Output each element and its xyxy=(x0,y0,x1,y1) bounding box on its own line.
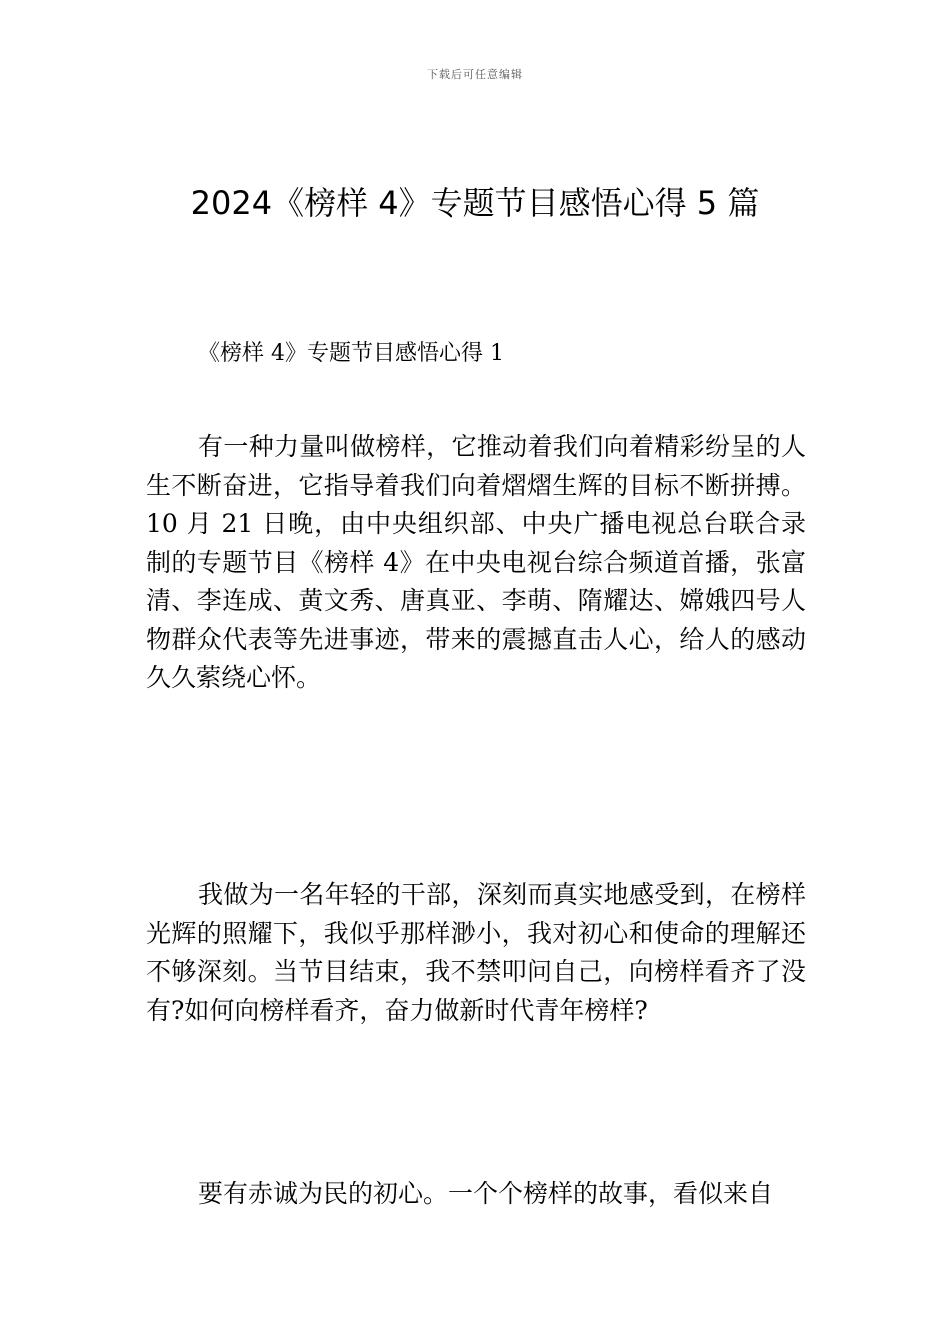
section-heading: 《榜样 4》专题节目感悟心得 1 xyxy=(198,341,504,366)
paragraph-3: 要有赤诚为民的初心。一个个榜样的故事，看似来自 xyxy=(198,1179,774,1208)
paragraph-1: 有一种力量叫做榜样，它推动着我们向着精彩纷呈的人生不断奋进，它指导着我们向着熠熠生辉的目标不断拼搏。10 月 21 日晚，由中央组织部、中央广播电视总台联合录制的专题节目《榜样 4》在中央电视台综合频道首播，张富清、李连成、黄文秀、唐真亚、李萌、隋耀达、嫦娥四号人物群众代表等先进事迹，带来的震撼直击人心，给人的感动久久萦绕心怀。 xyxy=(146,432,806,692)
page-header-note: 下载后可任意编辑 xyxy=(427,68,523,81)
document-title: 2024《榜样 4》专题节目感悟心得 5 篇 xyxy=(190,184,760,222)
paragraph-2: 我做为一名年轻的干部，深刻而真实地感受到，在榜样光辉的照耀下，我似乎那样渺小，我对初心和使命的理解还不够深刻。当节目结束，我不禁叩问自己，向榜样看齐了没有?如何向榜样看齐，奋力做新时代青年榜样? xyxy=(146,880,806,1025)
